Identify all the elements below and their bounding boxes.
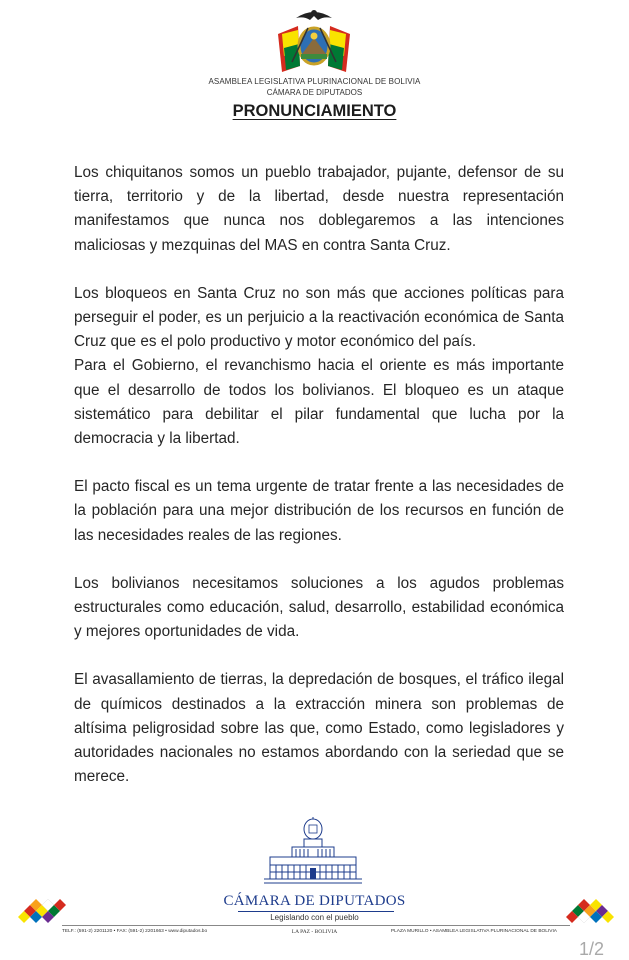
institution-name: ASAMBLEA LEGISLATIVA PLURINACIONAL DE BOLIVIA [208, 77, 421, 86]
paragraph-4: El pacto fiscal es un tema urgente de tratar frente a las necesidades de la población para una mejor distribución de los recursos en función de las necesidades reales de las regiones. [74, 478, 564, 544]
footer-contact: TELF.: (591-2) 2201120 • FAX: (591-2) 2201663 • www.diputados.bo [62, 929, 208, 934]
paragraph-1: Los chiquitanos somos un pueblo trabajador, pujante, defensor de su tierra, territorio y de la libertad, desde nuestra representación manifestamos que nunca nos doblegaremos a las intenciones maliciosas y mezquinas del MAS en contra Santa Cruz. [74, 164, 564, 254]
wiphala-pattern-icon [18, 893, 68, 931]
footer-logo-rule [238, 911, 394, 912]
coat-of-arms-icon [268, 4, 360, 76]
paragraph-2: Los bloqueos en Santa Cruz no son más que acciones políticas para perseguir el poder, es un perjuicio a la reactivación económica de Santa Cruz que es el polo productivo y motor económico del país. [74, 284, 564, 351]
paragraph-6: El avasallamiento de tierras, la depredación de bosques, el tráfico ilegal de químicos destinados a la extracción minera son problemas de altísima peligrosidad sobre las que, como Estado, como legisladores y autoridades nacionales no estamos abordando con la seriedad que se merece. [74, 671, 564, 786]
footer-divider [62, 925, 570, 926]
chamber-name: CÁMARA DE DIPUTADOS [266, 88, 363, 97]
footer-city: LA PAZ - BOLIVIA [291, 929, 338, 935]
footer-address: PLAZA MURILLO • ASAMBLEA LEGISLATIVA PLURINACIONAL DE BOLIVIA [390, 929, 557, 934]
footer-slogan: Legislando con el pueblo [270, 913, 359, 922]
paragraph-3: Para el Gobierno, el revanchismo hacia el oriente es más importante que el desarrollo de todos los bolivianos. El bloqueo es un ataque sistemático para debilitar el pilar fundamental que lucha por la democracia y la libertad. [74, 357, 564, 448]
legislative-palace-icon [262, 815, 364, 895]
wiphala-pattern-icon [566, 893, 614, 931]
document-body [74, 161, 564, 789]
document-title: PRONUNCIAMIENTO [232, 102, 397, 120]
footer-logo-name: CÁMARA DE DIPUTADOS [223, 893, 406, 909]
page-number: 1/2 [578, 939, 604, 959]
paragraph-5: Los bolivianos necesitamos soluciones a los agudos problemas estructurales como educación, salud, desarrollo, estabilidad económica y mejores oportunidades de vida. [74, 574, 564, 641]
